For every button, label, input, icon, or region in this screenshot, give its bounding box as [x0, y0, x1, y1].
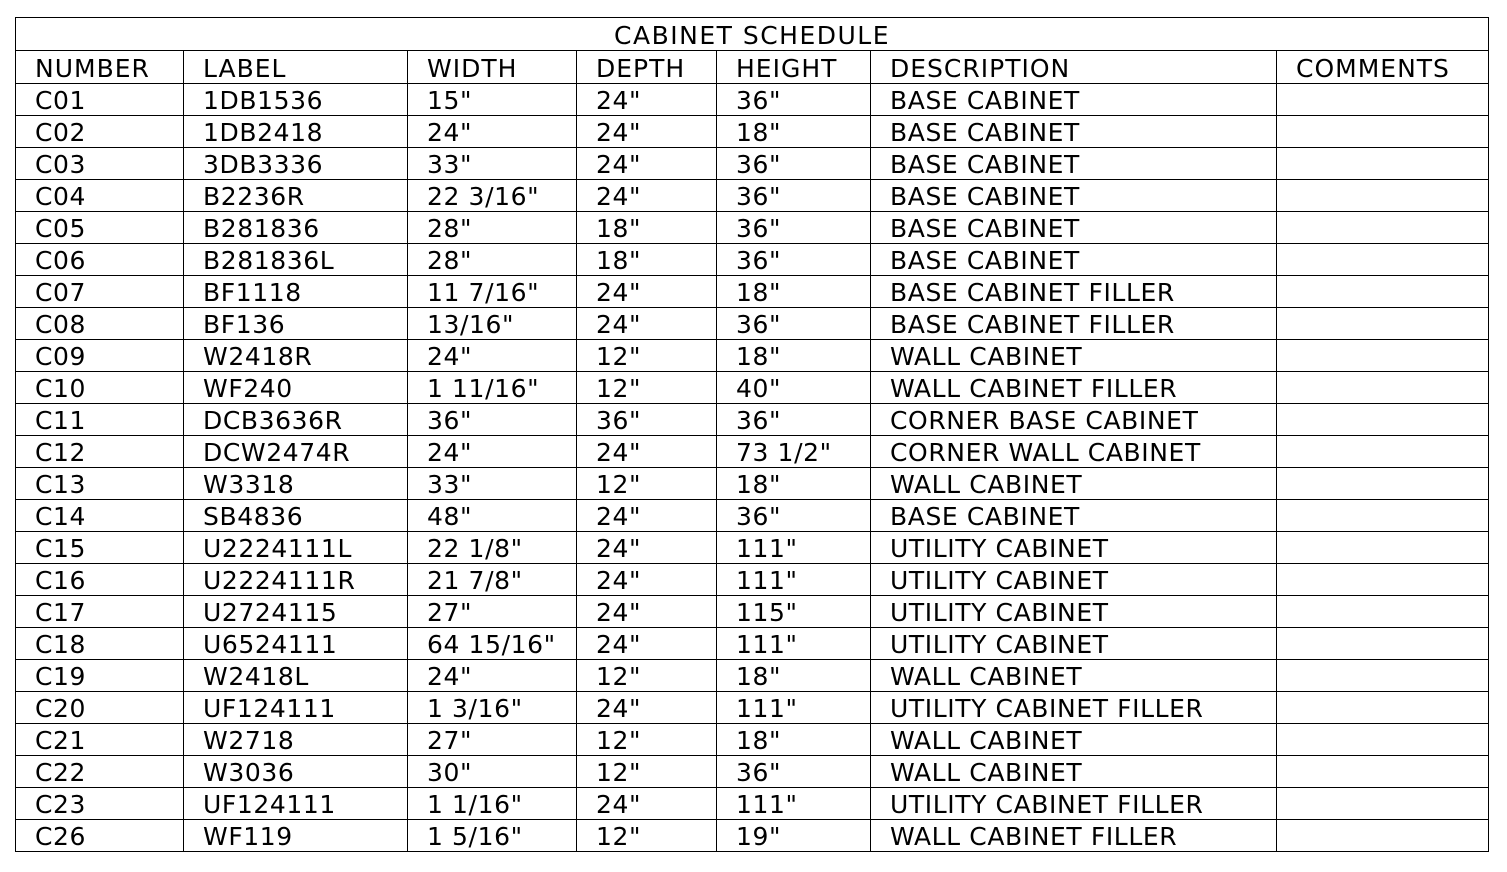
table-row [16, 532, 1489, 564]
cell-label: SB4836 [184, 500, 408, 532]
cell-width: 27" [408, 596, 577, 628]
table-row [16, 180, 1489, 212]
cell-label: W3318 [184, 468, 408, 500]
cell-label: B281836 [184, 212, 408, 244]
cell-label: DCB3636R [184, 404, 408, 436]
cell-description: UTILITY CABINET [871, 628, 1277, 660]
cell-height: 36" [717, 308, 871, 340]
cell-height: 36" [717, 244, 871, 276]
cell-depth: 24" [577, 692, 717, 724]
cabinet-schedule-table [15, 17, 1489, 852]
cell-depth: 12" [577, 820, 717, 852]
cell-width: 24" [408, 660, 577, 692]
cell-comments [1277, 468, 1489, 500]
cell-height: 36" [717, 404, 871, 436]
cell-comments [1277, 436, 1489, 468]
table-row [16, 692, 1489, 724]
table-row [16, 404, 1489, 436]
cell-depth: 24" [577, 564, 717, 596]
cell-width: 36" [408, 404, 577, 436]
cell-depth: 12" [577, 660, 717, 692]
cell-comments [1277, 756, 1489, 788]
cell-label: U2724115 [184, 596, 408, 628]
cell-comments [1277, 340, 1489, 372]
cell-label: 1DB2418 [184, 116, 408, 148]
cell-label: WF240 [184, 372, 408, 404]
cell-width: 21 7/8" [408, 564, 577, 596]
cell-label: 3DB3336 [184, 148, 408, 180]
cell-label: DCW2474R [184, 436, 408, 468]
cell-number: C14 [16, 500, 184, 532]
cell-depth: 24" [577, 532, 717, 564]
cell-description: BASE CABINET FILLER [871, 276, 1277, 308]
table-row [16, 308, 1489, 340]
cell-depth: 24" [577, 596, 717, 628]
cell-description: WALL CABINET [871, 724, 1277, 756]
cell-height: 40" [717, 372, 871, 404]
cell-description: WALL CABINET [871, 756, 1277, 788]
cell-depth: 24" [577, 628, 717, 660]
cell-depth: 36" [577, 404, 717, 436]
cell-height: 111" [717, 564, 871, 596]
cell-height: 36" [717, 756, 871, 788]
cell-height: 18" [717, 468, 871, 500]
cell-description: BASE CABINET FILLER [871, 308, 1277, 340]
cell-number: C17 [16, 596, 184, 628]
cell-depth: 24" [577, 84, 717, 116]
cell-height: 36" [717, 84, 871, 116]
table-row [16, 244, 1489, 276]
column-header-height: HEIGHT [717, 51, 871, 84]
table-row [16, 84, 1489, 116]
cell-label: 1DB1536 [184, 84, 408, 116]
cell-height: 18" [717, 724, 871, 756]
cell-label: B281836L [184, 244, 408, 276]
table-row [16, 468, 1489, 500]
cell-description: BASE CABINET [871, 84, 1277, 116]
cell-comments [1277, 180, 1489, 212]
title-row [16, 18, 1489, 51]
cell-width: 1 11/16" [408, 372, 577, 404]
cell-depth: 24" [577, 788, 717, 820]
cell-height: 36" [717, 148, 871, 180]
cell-width: 28" [408, 244, 577, 276]
cell-depth: 12" [577, 468, 717, 500]
cell-label: UF124111 [184, 692, 408, 724]
schedule-body [16, 84, 1489, 852]
cell-height: 115" [717, 596, 871, 628]
cell-height: 36" [717, 212, 871, 244]
cell-number: C04 [16, 180, 184, 212]
column-header-depth: DEPTH [577, 51, 717, 84]
table-row [16, 276, 1489, 308]
cell-depth: 24" [577, 180, 717, 212]
cell-comments [1277, 724, 1489, 756]
cell-height: 111" [717, 532, 871, 564]
cell-label: W3036 [184, 756, 408, 788]
table-row [16, 212, 1489, 244]
cell-depth: 18" [577, 244, 717, 276]
cell-comments [1277, 660, 1489, 692]
cell-description: BASE CABINET [871, 180, 1277, 212]
cell-comments [1277, 244, 1489, 276]
cell-label: W2718 [184, 724, 408, 756]
cell-depth: 24" [577, 276, 717, 308]
cell-label: B2236R [184, 180, 408, 212]
cell-depth: 24" [577, 436, 717, 468]
cell-width: 30" [408, 756, 577, 788]
cell-comments [1277, 372, 1489, 404]
cell-number: C05 [16, 212, 184, 244]
cell-depth: 12" [577, 724, 717, 756]
table-row [16, 660, 1489, 692]
cell-height: 36" [717, 180, 871, 212]
cell-number: C22 [16, 756, 184, 788]
cell-width: 1 3/16" [408, 692, 577, 724]
cell-number: C08 [16, 308, 184, 340]
cell-description: CORNER WALL CABINET [871, 436, 1277, 468]
cell-depth: 24" [577, 308, 717, 340]
cell-depth: 12" [577, 372, 717, 404]
cell-depth: 24" [577, 500, 717, 532]
cell-number: C19 [16, 660, 184, 692]
table-row [16, 340, 1489, 372]
cell-description: WALL CABINET FILLER [871, 820, 1277, 852]
cell-width: 64 15/16" [408, 628, 577, 660]
cell-description: UTILITY CABINET [871, 564, 1277, 596]
cell-comments [1277, 788, 1489, 820]
table-row [16, 756, 1489, 788]
cell-number: C21 [16, 724, 184, 756]
cell-width: 24" [408, 116, 577, 148]
cell-comments [1277, 308, 1489, 340]
cell-label: W2418L [184, 660, 408, 692]
cell-number: C02 [16, 116, 184, 148]
cell-comments [1277, 116, 1489, 148]
cell-label: BF136 [184, 308, 408, 340]
cell-label: UF124111 [184, 788, 408, 820]
cell-comments [1277, 84, 1489, 116]
cell-label: U2224111R [184, 564, 408, 596]
cell-label: BF1118 [184, 276, 408, 308]
cell-description: WALL CABINET FILLER [871, 372, 1277, 404]
cell-comments [1277, 532, 1489, 564]
cell-comments [1277, 628, 1489, 660]
column-header-comments: COMMENTS [1277, 51, 1489, 84]
cell-width: 22 3/16" [408, 180, 577, 212]
cell-height: 18" [717, 660, 871, 692]
cell-comments [1277, 148, 1489, 180]
column-header-description: DESCRIPTION [871, 51, 1277, 84]
cell-label: U2224111L [184, 532, 408, 564]
cell-number: C03 [16, 148, 184, 180]
cell-label: W2418R [184, 340, 408, 372]
cell-description: BASE CABINET [871, 148, 1277, 180]
cell-description: CORNER BASE CABINET [871, 404, 1277, 436]
table-row [16, 148, 1489, 180]
cell-width: 22 1/8" [408, 532, 577, 564]
cell-comments [1277, 404, 1489, 436]
cell-depth: 24" [577, 116, 717, 148]
cell-description: WALL CABINET [871, 340, 1277, 372]
cell-comments [1277, 820, 1489, 852]
cell-height: 18" [717, 276, 871, 308]
cell-label: U6524111 [184, 628, 408, 660]
cell-description: BASE CABINET [871, 244, 1277, 276]
cell-description: UTILITY CABINET [871, 532, 1277, 564]
table-row [16, 596, 1489, 628]
cell-number: C06 [16, 244, 184, 276]
cell-number: C12 [16, 436, 184, 468]
cell-width: 27" [408, 724, 577, 756]
cell-description: WALL CABINET [871, 468, 1277, 500]
cell-depth: 18" [577, 212, 717, 244]
column-header-label: LABEL [184, 51, 408, 84]
cell-width: 1 1/16" [408, 788, 577, 820]
schedule-title: CABINET SCHEDULE [16, 18, 1489, 51]
cell-depth: 12" [577, 756, 717, 788]
cell-number: C10 [16, 372, 184, 404]
cell-comments [1277, 564, 1489, 596]
column-header-width: WIDTH [408, 51, 577, 84]
column-header-number: NUMBER [16, 51, 184, 84]
cell-height: 18" [717, 116, 871, 148]
table-row [16, 372, 1489, 404]
cell-number: C13 [16, 468, 184, 500]
cell-comments [1277, 596, 1489, 628]
cell-number: C07 [16, 276, 184, 308]
cell-label: WF119 [184, 820, 408, 852]
cell-width: 24" [408, 436, 577, 468]
cell-number: C11 [16, 404, 184, 436]
header-row [16, 51, 1489, 84]
cell-height: 19" [717, 820, 871, 852]
table-row [16, 628, 1489, 660]
cell-number: C16 [16, 564, 184, 596]
cell-number: C20 [16, 692, 184, 724]
cell-comments [1277, 500, 1489, 532]
table-row [16, 564, 1489, 596]
cell-description: WALL CABINET [871, 660, 1277, 692]
cell-number: C23 [16, 788, 184, 820]
cell-height: 111" [717, 692, 871, 724]
cell-depth: 12" [577, 340, 717, 372]
cell-number: C01 [16, 84, 184, 116]
cell-description: BASE CABINET [871, 500, 1277, 532]
cell-width: 48" [408, 500, 577, 532]
cell-width: 33" [408, 468, 577, 500]
cell-depth: 24" [577, 148, 717, 180]
cell-description: UTILITY CABINET [871, 596, 1277, 628]
table-row [16, 788, 1489, 820]
cell-width: 33" [408, 148, 577, 180]
cell-number: C09 [16, 340, 184, 372]
cell-description: UTILITY CABINET FILLER [871, 692, 1277, 724]
cell-width: 11 7/16" [408, 276, 577, 308]
cell-width: 15" [408, 84, 577, 116]
table-row [16, 436, 1489, 468]
cell-height: 73 1/2" [717, 436, 871, 468]
cell-height: 111" [717, 788, 871, 820]
table-row [16, 116, 1489, 148]
cell-comments [1277, 276, 1489, 308]
cell-height: 111" [717, 628, 871, 660]
table-row [16, 820, 1489, 852]
cell-number: C15 [16, 532, 184, 564]
cell-description: BASE CABINET [871, 212, 1277, 244]
cell-width: 1 5/16" [408, 820, 577, 852]
cell-width: 13/16" [408, 308, 577, 340]
table-row [16, 500, 1489, 532]
cell-description: UTILITY CABINET FILLER [871, 788, 1277, 820]
table-row [16, 724, 1489, 756]
cell-width: 28" [408, 212, 577, 244]
cell-width: 24" [408, 340, 577, 372]
cell-number: C26 [16, 820, 184, 852]
cell-comments [1277, 212, 1489, 244]
cell-height: 36" [717, 500, 871, 532]
cell-height: 18" [717, 340, 871, 372]
cell-number: C18 [16, 628, 184, 660]
cell-comments [1277, 692, 1489, 724]
cell-description: BASE CABINET [871, 116, 1277, 148]
